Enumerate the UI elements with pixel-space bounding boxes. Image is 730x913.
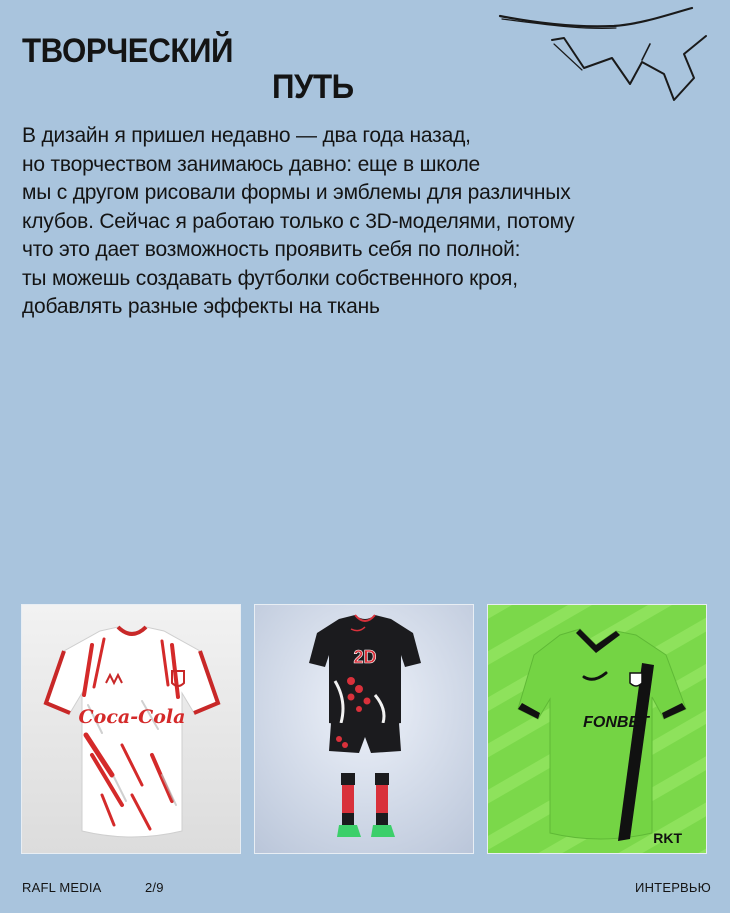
star-doodle-icon	[492, 0, 722, 120]
black-kit-image	[254, 604, 474, 854]
body-paragraph	[22, 122, 722, 322]
body-line: ты можешь создавать футболки собственного кроя,	[22, 266, 518, 290]
green-jersey-image	[487, 604, 707, 854]
coca-cola-jersey-image	[21, 604, 241, 854]
page-counter: 2/9	[145, 880, 164, 895]
sponsor-text: Coca-Cola	[78, 706, 186, 728]
title-line-1: ТВОРЧЕСКИЙ	[22, 32, 234, 70]
body-line: но творчеством занимаюсь давно: еще в школе	[22, 152, 481, 176]
body-line: что это дает возможность проявить себя по полной:	[22, 238, 521, 261]
section-label: ИНТЕРВЬЮ	[635, 880, 711, 895]
body-line: добавлять разные эффекты на ткань	[22, 295, 380, 318]
kit-number-text: 2D	[353, 647, 377, 667]
title-line-2: ПУТЬ	[272, 68, 354, 106]
body-line: клубов. Сейчас я работаю только с 3D-моделями, потому	[22, 209, 575, 233]
sponsor-text: FONBET	[583, 714, 649, 731]
body-line: мы с другом рисовали формы и эмблемы для различных	[22, 181, 571, 204]
brand-tag-text: RKT	[653, 830, 682, 846]
footer-brand: RAFL MEDIA	[22, 880, 102, 895]
body-line: В дизайн я пришел недавно — два года назад,	[22, 124, 471, 147]
